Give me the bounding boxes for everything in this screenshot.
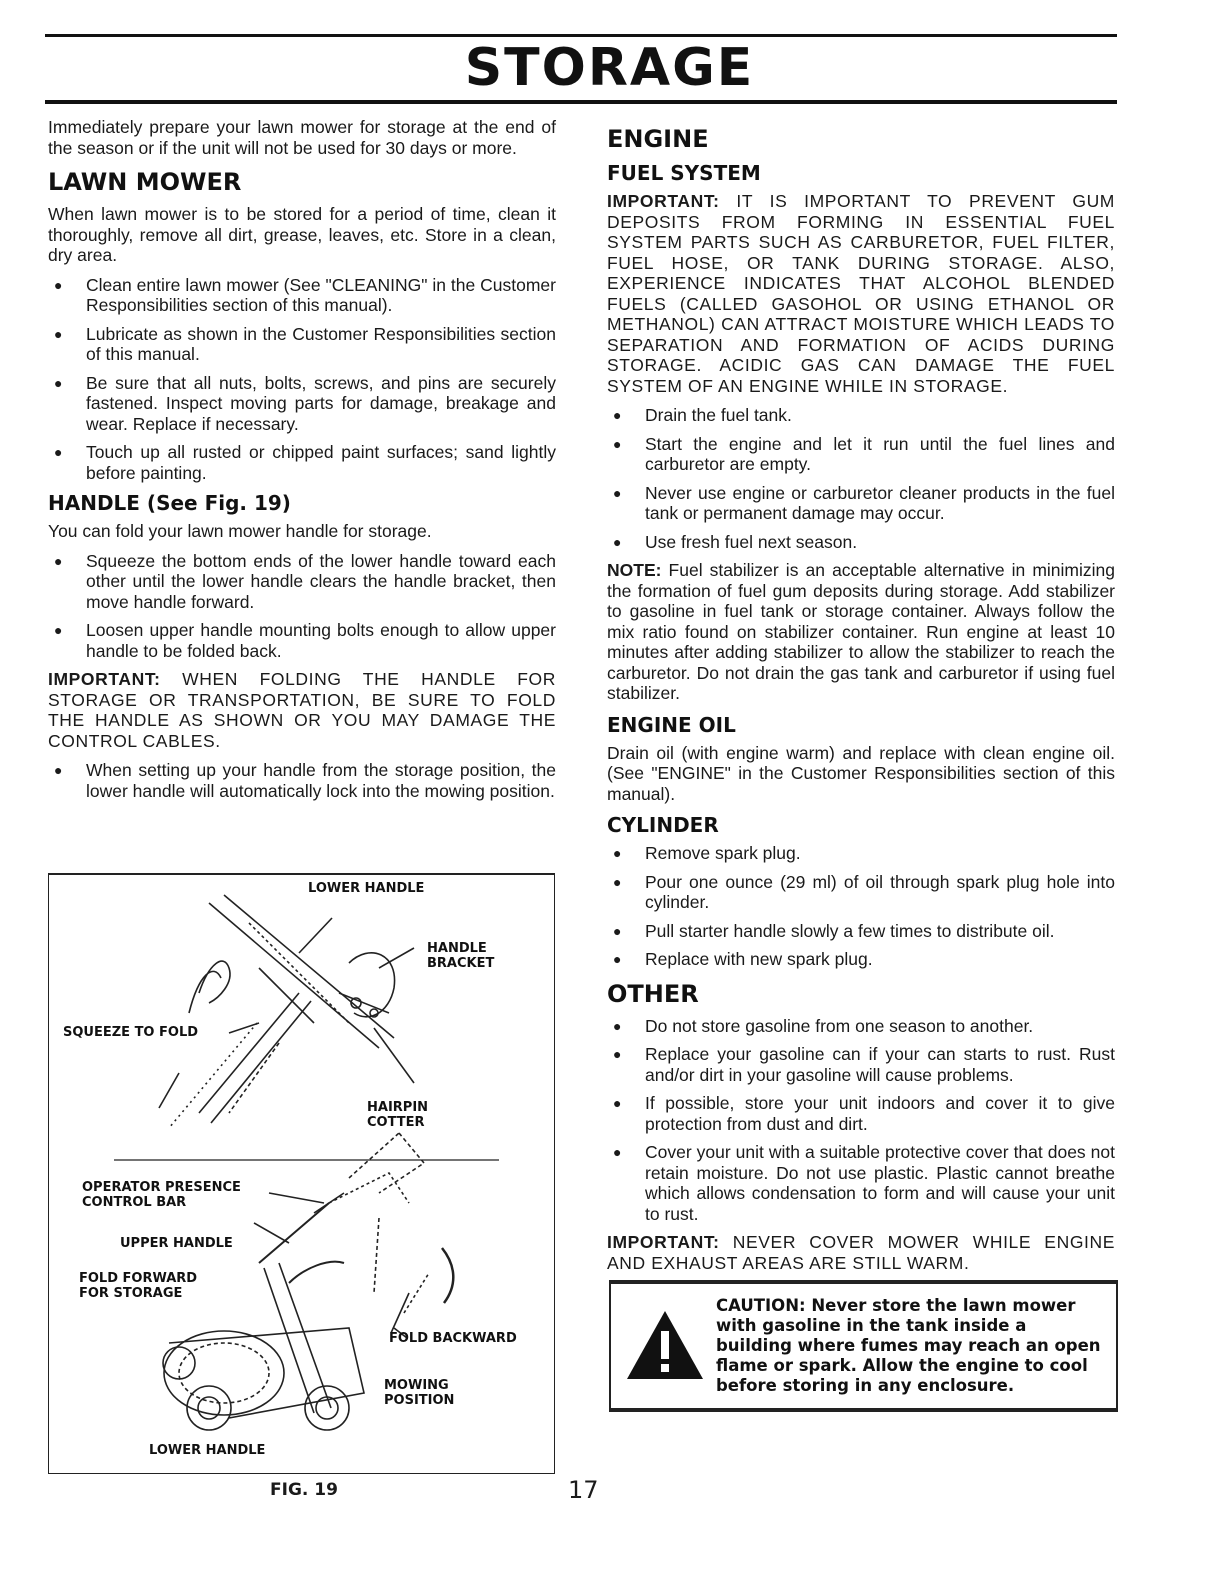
list-item: ● Replace your gasoline can if your can starts to rust. Rust and/or dirt in your gasoline will cause problems. bbox=[613, 1044, 1115, 1085]
title-rule bbox=[45, 100, 1117, 104]
page-number: 17 bbox=[568, 1476, 599, 1504]
label-fold-forward: FOLD FORWARD FOR STORAGE bbox=[79, 1271, 198, 1301]
handle-important: IMPORTANT: WHEN FOLDING THE HANDLE FOR STORAGE OR TRANSPORTATION, BE SURE TO FOLD THE HANDLE AS SHOWN OR YOU MAY DAMAGE THE CONTROL CABLES. bbox=[48, 669, 556, 751]
caution-box bbox=[609, 1280, 1118, 1412]
bullet-icon: ● bbox=[54, 444, 63, 460]
bullet-icon: ● bbox=[613, 922, 622, 939]
list-item: ● Cover your unit with a suitable protective cover that does not retain moisture. Do not use plastic. Plastic cannot breathe which allows condensation to form and will cause your unit to rust. bbox=[613, 1142, 1115, 1224]
bullet-icon: ● bbox=[613, 407, 622, 423]
bullet-icon: ● bbox=[613, 873, 622, 890]
other-important: IMPORTANT: NEVER COVER MOWER WHILE ENGINE AND EXHAUST AREAS ARE STILL WARM. bbox=[607, 1232, 1115, 1273]
label-mowing-position: MOWING POSITION bbox=[384, 1378, 455, 1408]
bullet-icon: ● bbox=[54, 762, 63, 778]
engine-oil-text: Drain oil (with engine warm) and replace with clean engine oil. (See "ENGINE" in the Customer Responsibilities section of this manual). bbox=[607, 742, 1115, 804]
lawn-mower-heading: LAWN MOWER bbox=[48, 168, 242, 196]
bullet-icon: ● bbox=[613, 845, 622, 861]
bullet-icon: ● bbox=[613, 1017, 622, 1034]
left-column bbox=[48, 117, 556, 809]
engine-heading: ENGINE bbox=[607, 125, 709, 153]
label-hairpin-cotter: HAIRPIN COTTER bbox=[367, 1100, 429, 1130]
caution-text: CAUTION: Never store the lawn mower with gasoline in the tank inside a building where fumes may reach an open flame or spark. Allow the engine to cool before storing in any enclosure. bbox=[716, 1296, 1101, 1395]
bullet-icon: ● bbox=[613, 1144, 622, 1160]
handle-text: You can fold your lawn mower handle for storage. bbox=[48, 521, 432, 541]
list-item: ● Squeeze the bottom ends of the lower handle toward each other until the lower handle clears the handle bracket, then move handle forward. bbox=[54, 550, 556, 612]
warning-triangle-icon bbox=[625, 1309, 705, 1381]
fuel-system-heading: FUEL SYSTEM bbox=[607, 161, 761, 185]
page-title: STORAGE bbox=[464, 38, 755, 98]
label-lower-handle-bottom: LOWER HANDLE bbox=[149, 1443, 266, 1458]
bullet-icon: ● bbox=[54, 552, 63, 569]
bullet-icon: ● bbox=[54, 374, 63, 391]
bullet-icon: ● bbox=[613, 484, 622, 501]
bullet-icon: ● bbox=[613, 533, 622, 550]
handle-list bbox=[48, 551, 556, 662]
other-list bbox=[607, 1016, 1115, 1225]
list-item: ● Replace with new spark plug. bbox=[613, 949, 873, 969]
list-item: ● Start the engine and let it run until the fuel lines and carburetor are empty. bbox=[613, 433, 1115, 474]
fuel-note: NOTE: Fuel stabilizer is an acceptable alternative in minimizing the formation of fuel gum deposits during storage. Add stabilizer to gasoline in fuel tank or storage container. Always follow the mix ratio found on stabilizer container. Run engine at least 10 minutes after adding stabilizer to allow the stabilizer to reach the carburetor. Do not drain the gas tank and carburetor if using fuel stabilizer. bbox=[607, 560, 1115, 703]
label-handle-bracket: HANDLE BRACKET bbox=[427, 941, 495, 971]
figure-19 bbox=[48, 873, 555, 1474]
bullet-icon: ● bbox=[613, 951, 622, 967]
list-item: ● Pour one ounce (29 ml) of oil through spark plug hole into cylinder. bbox=[613, 871, 1115, 912]
list-item: ● Pull starter handle slowly a few times to distribute oil. bbox=[613, 920, 1055, 941]
label-squeeze-to-fold: SQUEEZE TO FOLD bbox=[63, 1025, 199, 1040]
label-lower-handle: LOWER HANDLE bbox=[308, 881, 425, 896]
list-item: ● Use fresh fuel next season. bbox=[613, 531, 858, 552]
list-item: ● Never use engine or carburetor cleaner products in the fuel tank or permanent damage may occur. bbox=[613, 482, 1115, 523]
bullet-icon: ● bbox=[613, 1046, 622, 1062]
list-item: ● Drain the fuel tank. bbox=[613, 405, 792, 425]
other-heading: OTHER bbox=[607, 979, 699, 1008]
bullet-icon: ● bbox=[54, 622, 63, 638]
cylinder-list bbox=[607, 843, 1115, 970]
list-item: ● Loosen upper handle mounting bolts enough to allow upper handle to be folded back. bbox=[54, 620, 556, 661]
top-rule bbox=[45, 34, 1117, 37]
bullet-icon: ● bbox=[54, 276, 63, 293]
fuel-list bbox=[607, 405, 1115, 552]
handle-heading: HANDLE (See Fig. 19) bbox=[48, 491, 291, 515]
bullet-icon: ● bbox=[613, 435, 622, 452]
right-column bbox=[607, 117, 1115, 1282]
engine-oil-heading: ENGINE OIL bbox=[607, 712, 736, 737]
label-upper-handle: UPPER HANDLE bbox=[120, 1236, 233, 1251]
label-operator-presence-bar: OPERATOR PRESENCE CONTROL BAR bbox=[82, 1180, 241, 1210]
intro-text: Immediately prepare your lawn mower for storage at the end of the season or if the unit will not be used for 30 days or more. bbox=[48, 117, 556, 158]
fuel-important: IMPORTANT: IT IS IMPORTANT TO PREVENT GUM DEPOSITS FROM FORMING IN ESSENTIAL FUEL SYSTEM PARTS SUCH AS CARBURETOR, FUEL FILTER, FUEL HOSE, OR TANK DURING STORAGE. ALSO, EXPERIENCE INDICATES THAT ALCOHOL BLENDED FUELS (CALLED GASOHOL OR USING ETHANOL OR METHANOL) CAN ATTRACT MOISTURE WHICH LEADS TO SEPARATION AND FORMATION OF ACIDS DURING STORAGE. ACIDIC GAS CAN DAMAGE THE FUEL SYSTEM OF AN ENGINE WHILE IN STORAGE. bbox=[607, 191, 1115, 396]
list-item: ● Be sure that all nuts, bolts, screws, and pins are securely fastened. Inspect moving parts for damage, breakage and wear. Replace if necessary. bbox=[54, 372, 556, 434]
list-item: ● Touch up all rusted or chipped paint surfaces; sand lightly before painting. bbox=[54, 442, 556, 483]
list-item: ● Lubricate as shown in the Customer Responsibilities section of this manual. bbox=[54, 323, 556, 364]
lawn-mower-text: When lawn mower is to be stored for a period of time, clean it thoroughly, remove all dirt, grease, leaves, etc. Store in a clean, dry area. bbox=[48, 204, 556, 265]
label-fold-backward: FOLD BACKWARD bbox=[389, 1331, 517, 1346]
list-item: ● Do not store gasoline from one season to another. bbox=[613, 1015, 1034, 1036]
list-item: ● Remove spark plug. bbox=[613, 843, 801, 863]
bullet-icon: ● bbox=[613, 1095, 622, 1111]
cylinder-heading: CYLINDER bbox=[607, 813, 719, 837]
lawn-mower-list bbox=[48, 275, 556, 484]
list-item: ● Clean entire lawn mower (See "CLEANING" in the Customer Responsibilities section of this manual). bbox=[54, 274, 556, 315]
list-item: ● When setting up your handle from the storage position, the lower handle will automatically lock into the mowing position. bbox=[54, 760, 556, 801]
figure-caption: FIG. 19 bbox=[270, 1480, 338, 1500]
bullet-icon: ● bbox=[54, 325, 63, 342]
handle-list-2 bbox=[48, 760, 556, 801]
list-item: ● If possible, store your unit indoors and cover it to give protection from dust and dirt. bbox=[613, 1093, 1115, 1134]
